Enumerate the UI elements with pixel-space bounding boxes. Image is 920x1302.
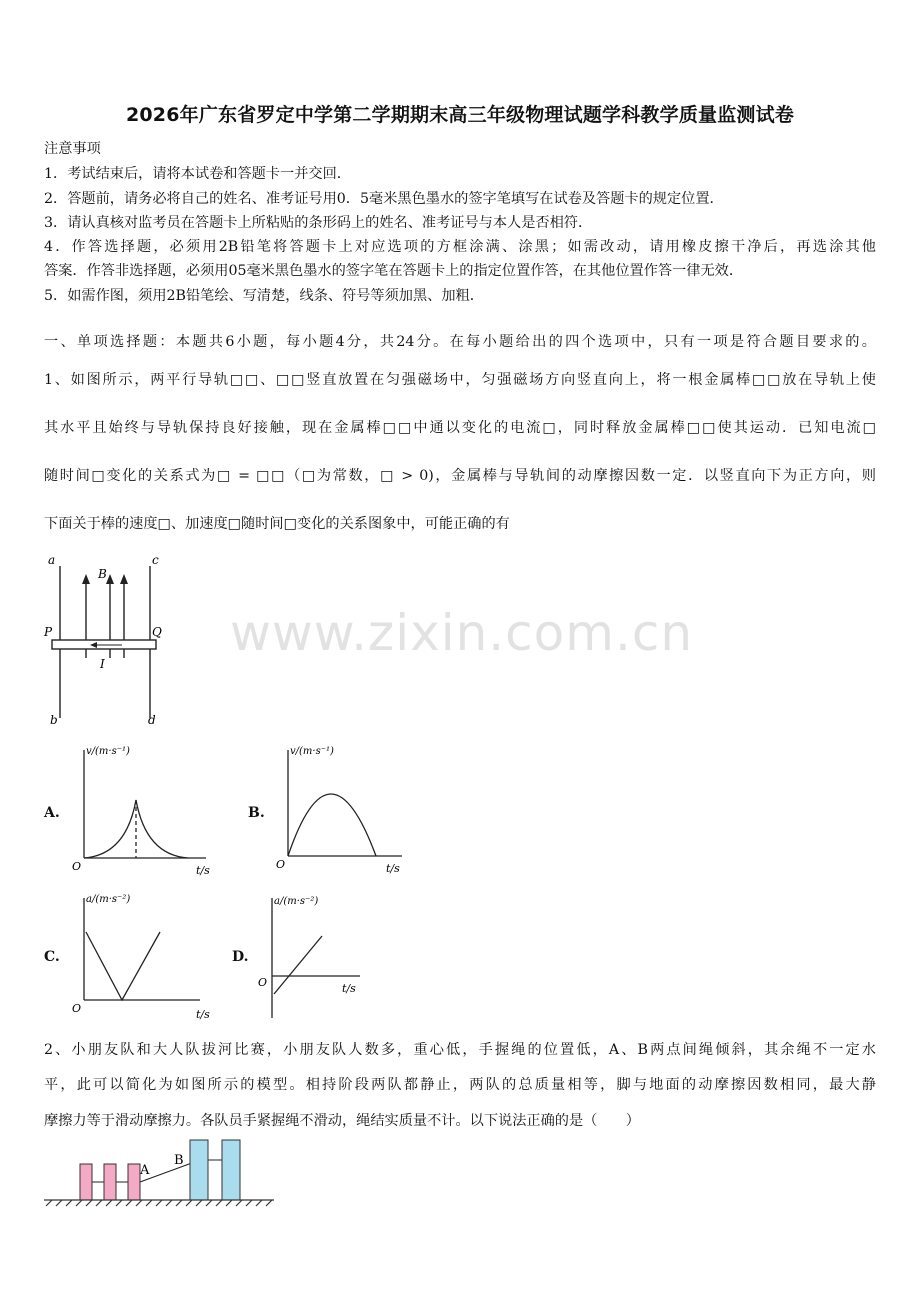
c-xlabel: t/s [196, 1008, 210, 1021]
q2-line-1: 2、小朋友队和大人队拔河比赛，小朋友队人数多，重心低，手握绳的位置低，A、B两点间绳倾斜，其余绳不一定水 [44, 1042, 876, 1058]
label-a: a [48, 553, 56, 567]
option-b-graph[interactable] [270, 742, 420, 882]
label-B: B [98, 567, 107, 581]
d-origin: O [258, 976, 268, 989]
label-b: b [50, 713, 58, 727]
a-ylabel: v/(m·s⁻¹) [86, 746, 130, 757]
notice-item-4-cont: 答案．作答非选择题，必须用05毫米黑色墨水的签字笔在答题卡上的指定位置作答，在其他位置作答一律无效． [44, 263, 744, 279]
option-a-graph[interactable] [66, 740, 216, 880]
option-c-graph[interactable] [66, 890, 216, 1030]
option-c-label[interactable]: C. [44, 949, 60, 965]
a-origin: O [72, 860, 82, 873]
option-d-graph[interactable] [254, 892, 404, 1032]
label-d: d [148, 713, 156, 727]
label-point-b: B [174, 1153, 184, 1168]
notice-item-2: 2．答题前，请务必将自己的姓名、准考证号用0．5毫米黑色墨水的签字笔填写在试卷及答题卡的规定位置． [44, 191, 724, 207]
b-xlabel: t/s [386, 862, 400, 875]
c-origin: O [72, 1002, 82, 1015]
label-point-a: A [140, 1163, 150, 1178]
notice-item-4: 4．作答选择题，必须用2B铅笔将答题卡上对应选项的方框涂满、涂黑；如需改动，请用橡皮擦干净后，再选涂其他 [44, 239, 876, 255]
notice-item-5: 5．如需作图，须用2B铅笔绘、写清楚，线条、符号等须加黑、加粗． [44, 288, 484, 304]
label-Q: Q [152, 625, 162, 639]
section-heading: 一、单项选择题：本题共6小题，每小题4分，共24分。在每小题给出的四个选项中，只有一项是符合题目要求的。 [44, 334, 876, 350]
notice-item-1: 1．考试结束后，请将本试卷和答题卡一并交回． [44, 166, 351, 182]
a-xlabel: t/s [196, 864, 210, 877]
d-xlabel: t/s [342, 982, 356, 995]
q1-line-3: 随时间□变化的关系式为□ = □□（□为常数，□ > 0)，金属棒与导轨间的动摩擦因数一定．以竖直向下为正方向，则 [44, 468, 876, 484]
page-title: 2026年广东省罗定中学第二学期期末高三年级物理试题学科教学质量监测试卷 [125, 104, 795, 126]
option-d-label[interactable]: D. [232, 949, 249, 965]
d-ylabel: a/(m·s⁻²) [274, 896, 319, 907]
watermark: www.zixin.com.cn [230, 604, 694, 662]
q1-line-1: 1、如图所示，两平行导轨□□、□□竖直放置在匀强磁场中，匀强磁场方向竖直向上，将一根金属棒□□放在导轨上使 [44, 372, 876, 388]
notice-heading: 注意事项 [44, 141, 101, 157]
q1-line-2: 其水平且始终与导轨保持良好接触，现在金属棒□□中通以变化的电流□，同时释放金属棒□□使其运动．已知电流□ [44, 420, 876, 436]
q2-line-3: 摩擦力等于滑动摩擦力。各队员手紧握绳不滑动，绳结实质量不计。以下说法正确的是（ ） [44, 1113, 640, 1129]
b-ylabel: v/(m·s⁻¹) [290, 746, 334, 757]
b-origin: O [276, 858, 286, 871]
q2-line-2: 平，此可以简化为如图所示的模型。相持阶段两队都静止，两队的总质量相等，脚与地面的动摩擦因数相同，最大静 [44, 1077, 876, 1093]
c-ylabel: a/(m·s⁻²) [86, 894, 131, 905]
tug-of-war-figure [40, 1134, 280, 1210]
label-I: I [100, 657, 105, 671]
option-a-label[interactable]: A. [44, 805, 60, 821]
label-c: c [152, 553, 159, 567]
q1-line-4: 下面关于棒的速度□、加速度□随时间□变化的关系图象中，可能正确的有 [44, 516, 510, 532]
notice-item-3: 3．请认真核对监考员在答题卡上所粘贴的条形码上的姓名、准考证号与本人是否相符． [44, 215, 593, 231]
option-b-label[interactable]: B. [248, 805, 265, 821]
label-P: P [44, 625, 53, 639]
rail-figure [40, 548, 180, 730]
